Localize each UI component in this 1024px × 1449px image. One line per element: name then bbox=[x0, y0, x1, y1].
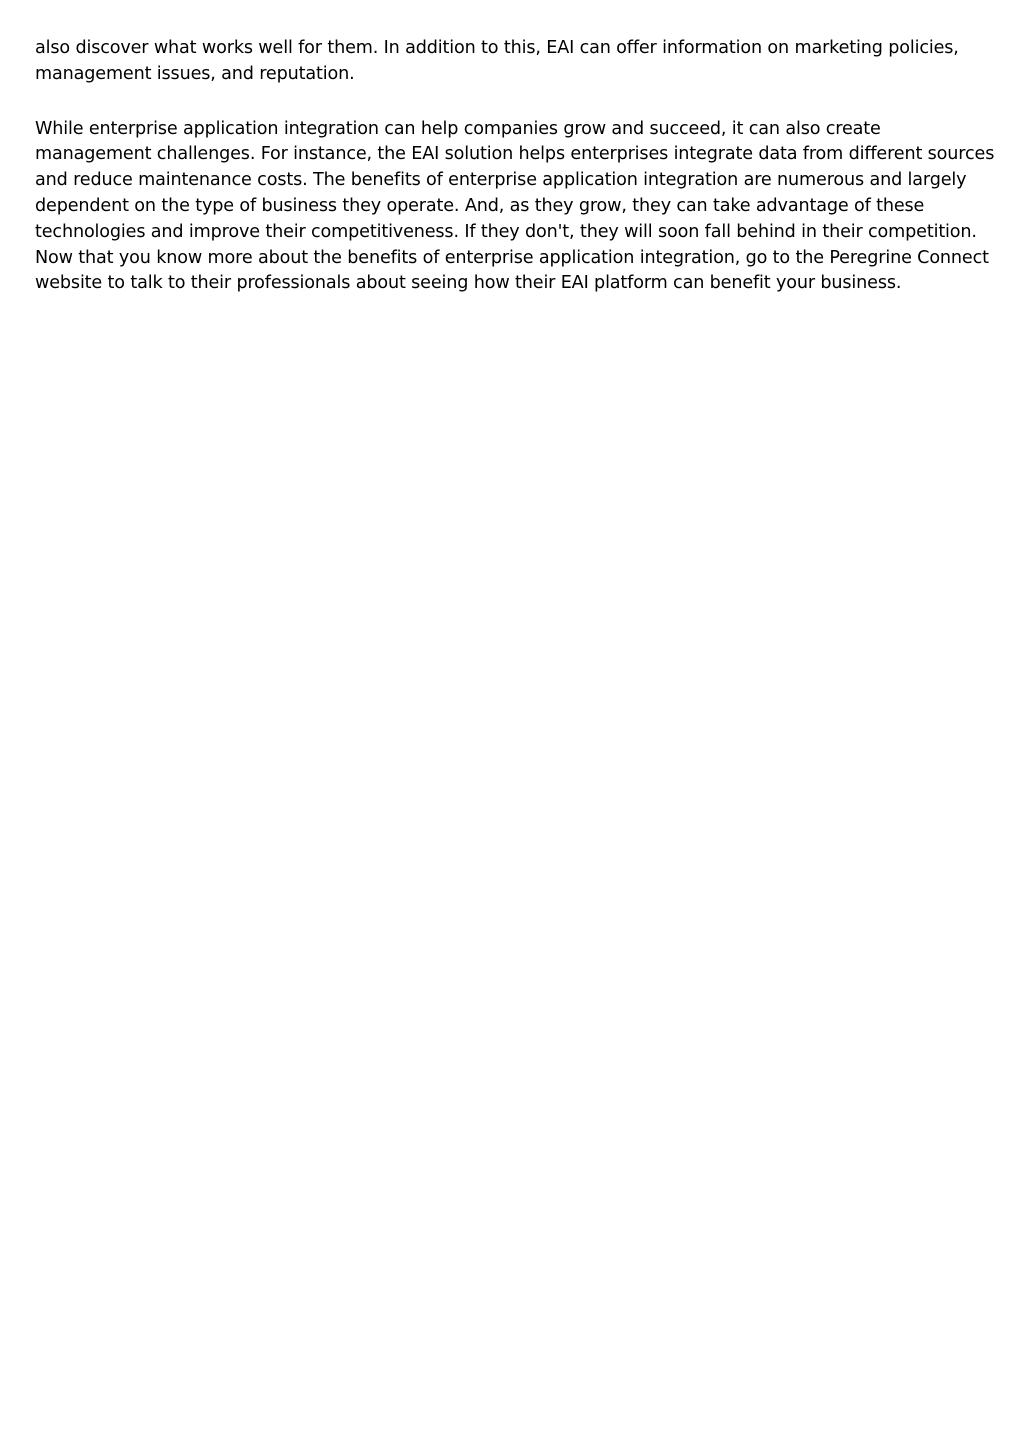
paragraph-2: While enterprise application integration can help companies grow and succeed, it can also create management challenges. For instance, the EAI solution helps enterprises integrate data from different sources and reduce maintenance costs. The benefits of enterprise application integration are numerous and largely dependent on the type of business they operate. And, as they grow, they can take advantage of these technologies and improve their competitiveness. If they don't, they will soon fall behind in their competition. Now that you know more about the benefits of enterprise application integration, go to the Peregrine Connect website to talk to their professionals about seeing how their EAI platform can benefit your business. bbox=[35, 118, 995, 294]
paragraph-1: also discover what works well for them. In addition to this, EAI can offer information on marketing policies, management issues, and reputation. bbox=[35, 38, 959, 84]
document-body bbox=[35, 36, 995, 326]
